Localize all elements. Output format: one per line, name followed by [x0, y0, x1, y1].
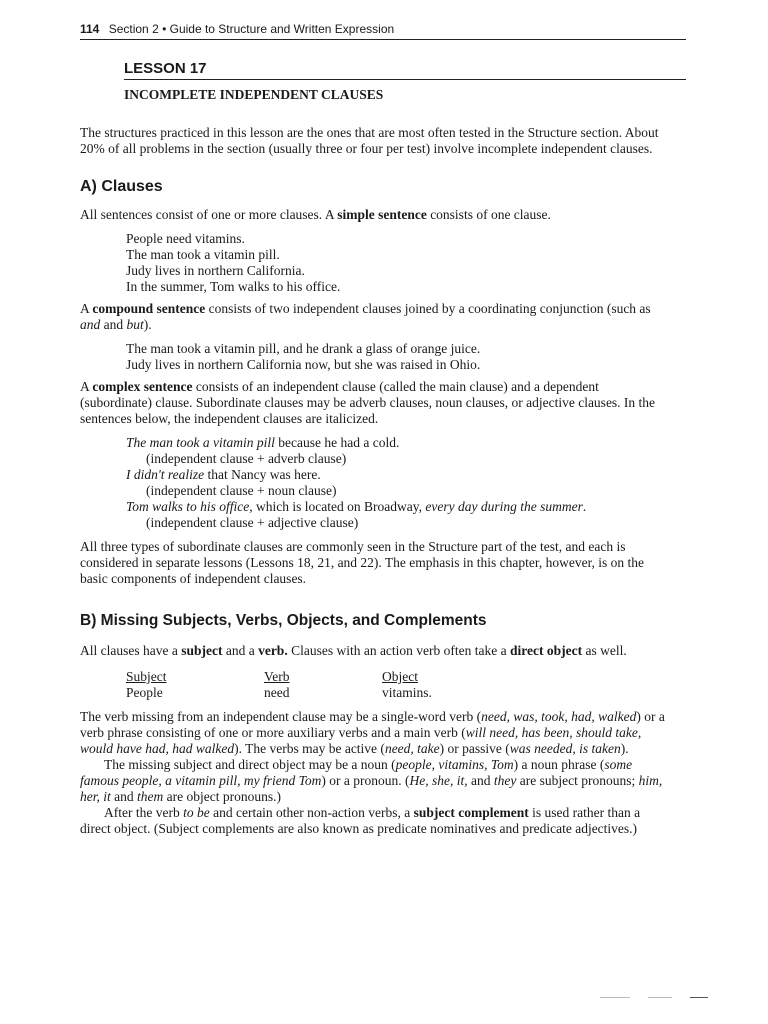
text-run: and	[110, 789, 138, 804]
text-run: will need, has been, should take, would have had, had walked	[80, 725, 642, 756]
text-run: .	[582, 499, 587, 514]
running-header	[80, 21, 394, 37]
svo-header: Subject	[126, 669, 167, 684]
text-run: The verb missing from an independent clause may be a single-word verb (	[80, 709, 482, 724]
text-run: ).	[143, 317, 152, 332]
example-line: Judy lives in northern California.	[126, 263, 305, 278]
lesson-label: LESSON 17	[124, 60, 207, 77]
term-complex-sentence: complex sentence	[92, 379, 193, 394]
text-run: and	[80, 317, 101, 332]
text-run: need, was, took, had, walked	[481, 709, 637, 724]
text-run: A	[80, 301, 93, 316]
section-a-heading: A) Clauses	[80, 178, 163, 195]
text-run: and	[467, 773, 494, 788]
text-run: and a	[222, 643, 259, 658]
simple-sentence-paragraph	[80, 207, 670, 223]
text-run: The missing subject and direct object may be a noun (	[104, 757, 396, 772]
example-line: Judy lives in northern California now, but she was raised in Ohio.	[126, 357, 481, 372]
text-run: I didn't realize	[126, 467, 205, 482]
svo-cell: People	[126, 685, 163, 700]
text-run: to be	[183, 805, 210, 820]
text-run: as well.	[582, 643, 627, 658]
term-simple-sentence: simple sentence	[337, 207, 427, 222]
text-run: ).	[620, 741, 629, 756]
svo-cell: vitamins.	[382, 685, 432, 700]
text-run: consists of two independent clauses joined by a coordinating conjunction (such as	[205, 301, 651, 316]
text-run: After the verb	[104, 805, 184, 820]
text-run: All clauses have a	[80, 643, 182, 658]
example-note: (independent clause + adjective clause)	[146, 515, 359, 530]
page-body	[80, 125, 670, 837]
text-run: them	[137, 789, 164, 804]
scan-artifact-line	[690, 997, 708, 998]
text-run: and	[100, 317, 127, 332]
text-run: that Nancy was here.	[204, 467, 321, 482]
text-run: every day during the summer	[425, 499, 583, 514]
example-line: The man took a vitamin pill.	[126, 247, 280, 262]
text-run: Clauses with an action verb often take a	[287, 643, 511, 658]
term-subject-complement: subject complement	[413, 805, 529, 820]
example-line	[126, 467, 670, 483]
text-run: A	[80, 379, 93, 394]
subject-complement-paragraph	[80, 805, 670, 837]
text-run: ) a noun phrase (	[513, 757, 605, 772]
text-run: are object pronouns.)	[163, 789, 281, 804]
svo-cell: need	[264, 685, 290, 700]
lesson-title: INCOMPLETE INDEPENDENT CLAUSES	[124, 87, 384, 102]
text-run: The man took a vitamin pill	[126, 435, 275, 450]
text-run: ) or a pronoun. (	[321, 773, 410, 788]
page-number: 114	[80, 22, 100, 36]
complex-sentence-paragraph	[80, 379, 670, 427]
example-note: (independent clause + adverb clause)	[146, 451, 347, 466]
text-run: Tom walks to his office	[126, 499, 250, 514]
text-run: need, take	[384, 741, 440, 756]
term-verb: verb.	[258, 643, 288, 658]
simple-examples	[126, 231, 670, 295]
text-run: consists of an independent clause (called the main clause) and a dependent (subordinate) clause. Subordinate clauses may be adverb clauses, noun clauses, or adjective clauses. In the sentences below, the independent clauses are italicized.	[80, 379, 656, 426]
compound-examples	[126, 341, 670, 373]
example-line	[126, 499, 670, 515]
text-run: but	[126, 317, 144, 332]
intro-paragraph: The structures practiced in this lesson are the ones that are most often tested in the Structure section. About 20% of all problems in the section (usually three or four per test) involve incomplete independent clauses.	[80, 125, 659, 156]
text-run: was needed, is taken	[509, 741, 621, 756]
svo-header: Verb	[264, 669, 290, 684]
complex-examples	[126, 435, 670, 531]
text-run: some famous people, a vitamin pill, my friend Tom	[80, 757, 633, 788]
example-line: People need vitamins.	[126, 231, 245, 246]
svo-header: Object	[382, 669, 418, 684]
subject-object-paragraph	[80, 757, 670, 805]
text-run: ) or a verb phrase consisting of one or more auxiliary verbs and a main verb (	[80, 709, 665, 740]
text-run: ) or passive (	[439, 741, 510, 756]
section-b-heading: B) Missing Subjects, Verbs, Objects, and Complements	[80, 612, 487, 629]
compound-sentence-paragraph	[80, 301, 670, 333]
text-run: , which is located on Broadway,	[249, 499, 426, 514]
header-rule	[80, 39, 686, 40]
subordinate-types-paragraph: All three types of subordinate clauses are commonly seen in the Structure part of the test, and each is considered in separate lessons (Lessons 18, 21, and 22). The emphasis in this chapter, however, is on the basic components of independent clauses.	[80, 539, 645, 586]
text-run: are subject pronouns;	[516, 773, 639, 788]
text-run: is used rather than a direct object. (Subject complements are also known as predicate nominatives and predicate adjectives.)	[80, 805, 641, 836]
example-line: In the summer, Tom walks to his office.	[126, 279, 341, 294]
scan-artifact-line	[600, 997, 630, 998]
example-line: The man took a vitamin pill, and he drank a glass of orange juice.	[126, 341, 481, 356]
term-subject: subject	[181, 643, 223, 658]
example-note: (independent clause + noun clause)	[146, 483, 337, 498]
text-run: and certain other non-action verbs, a	[209, 805, 414, 820]
verb-missing-paragraph	[80, 709, 670, 757]
running-title: Section 2 • Guide to Structure and Written Expression	[108, 22, 395, 36]
term-compound-sentence: compound sentence	[92, 301, 206, 316]
text-run: because he had a cold.	[274, 435, 400, 450]
scan-artifact-line	[648, 997, 672, 998]
lesson-rule	[124, 79, 686, 80]
term-direct-object: direct object	[510, 643, 583, 658]
text-run: consists of one clause.	[426, 207, 551, 222]
text-run: people, vitamins, Tom	[395, 757, 514, 772]
subject-verb-paragraph	[80, 643, 670, 659]
example-line	[126, 435, 670, 451]
svo-table	[126, 669, 670, 701]
text-run: ). The verbs may be active (	[234, 741, 385, 756]
text-run: All sentences consist of one or more clauses. A	[80, 207, 338, 222]
text-run: they	[493, 773, 517, 788]
text-run: him, her, it	[80, 773, 663, 804]
text-run: He, she, it,	[409, 773, 468, 788]
